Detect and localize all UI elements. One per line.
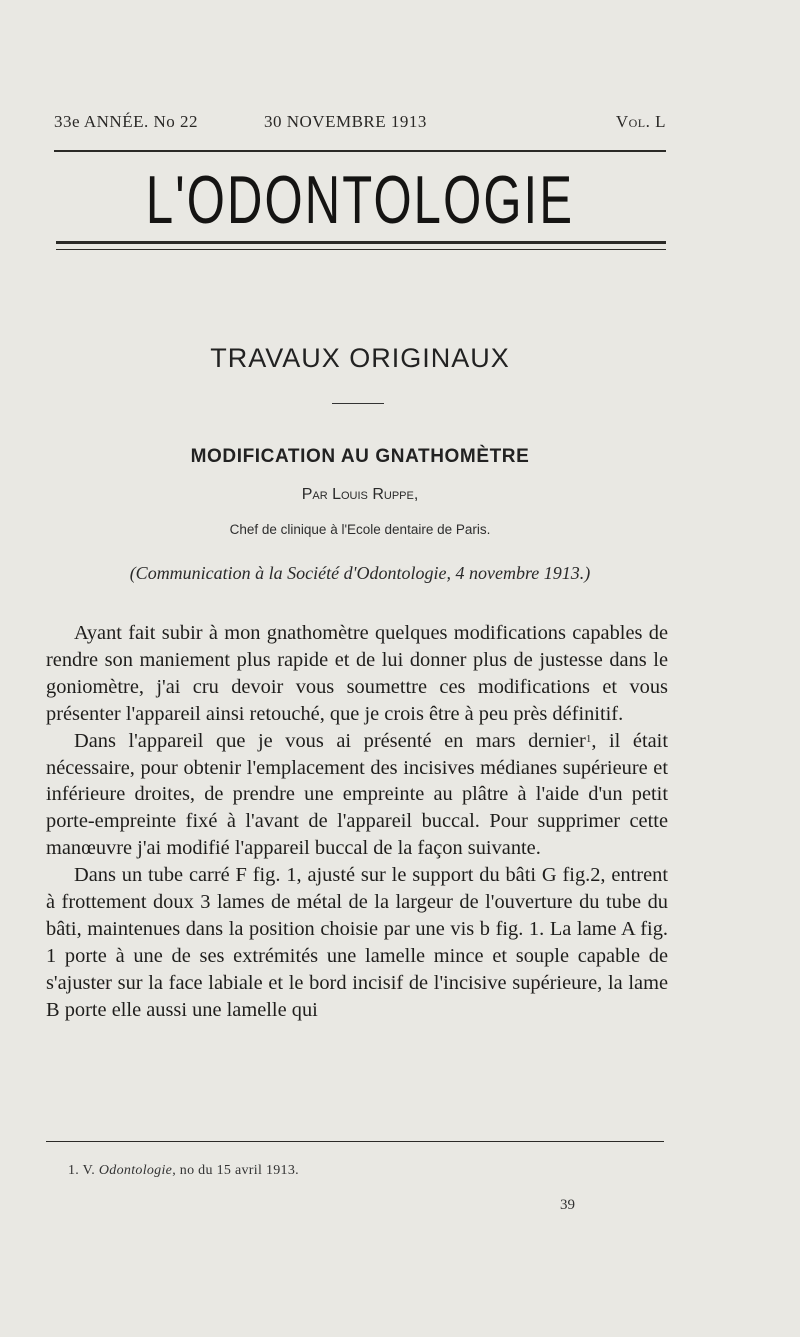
footnote-rest: , no du 15 avril 1913. — [172, 1163, 299, 1178]
journal-masthead: L'ODONTOLOGIE — [145, 162, 575, 238]
header-rule — [54, 150, 666, 152]
author-affiliation: Chef de clinique à l'Ecole dentaire de Paris. — [229, 522, 491, 537]
article-title: MODIFICATION AU GNATHOMÈTRE — [190, 446, 530, 467]
footnote-journal: Odontologie — [98, 1163, 173, 1178]
running-header — [54, 112, 666, 142]
paragraph-2-rest: , il était nécessaire, pour obtenir l'emplacement des incisives médianes supérieure et inférieure droites, de prendre une empreinte au plâtre à l'aide d'un petit porte-empreinte fixé à l'avant de l'appareil buccal. Pour supprimer cette manœuvre j'ai modifié l'appareil buccal de la façon suivante. — [46, 729, 668, 860]
article-body — [46, 620, 668, 1024]
footnote — [68, 1163, 299, 1179]
volume-label: Vol. L — [615, 112, 666, 131]
footnote-number: 1. — [68, 1163, 80, 1178]
communication-note: (Communication à la Société d'Odontologie, 4 novembre 1913.) — [129, 563, 591, 583]
section-title: TRAVAUX ORIGINAUX — [210, 343, 510, 373]
section-divider — [332, 403, 384, 404]
footnote-prefix: V. — [82, 1163, 96, 1178]
paragraph-3: Dans un tube carré F fig. 1, ajusté sur le support du bâti G fig.2, entrent à frottement doux 3 lames de métal de la largeur de l'ouverture du tube du bâti, maintenues dans la position choisie par une vis b fig. 1. La lame A fig. 1 porte à une de ses extrémités une lamelle mince et souple capable de s'ajuster sur la face labiale et le bord incisif de l'incisive supérieure, la lame B porte elle aussi une lamelle qui — [46, 864, 668, 1021]
paragraph-1: Ayant fait subir à mon gnathomètre quelques modifications capables de rendre son maniement plus rapide et de lui donner plus de justesse dans le goniomètre, j'ai cru devoir vous soumettre ces modifications et vous présenter l'appareil ainsi retouché, que je crois être à peu près définitif. — [46, 622, 668, 725]
paragraph-2 — [46, 728, 668, 863]
footnote-rule — [46, 1141, 664, 1142]
masthead-rule-thick — [56, 241, 666, 244]
page-number: 39 — [560, 1197, 575, 1213]
masthead-rule-thin — [56, 249, 666, 250]
issue-number: 33e ANNÉE. No 22 — [54, 112, 198, 131]
article-author: Par Louis Ruppe, — [301, 486, 419, 503]
footnote-reference[interactable]: 1 — [585, 732, 592, 745]
issue-date: 30 NOVEMBRE 1913 — [264, 112, 427, 131]
paragraph-2-start: Dans l'appareil que je vous ai présenté en mars dernier — [74, 729, 586, 752]
